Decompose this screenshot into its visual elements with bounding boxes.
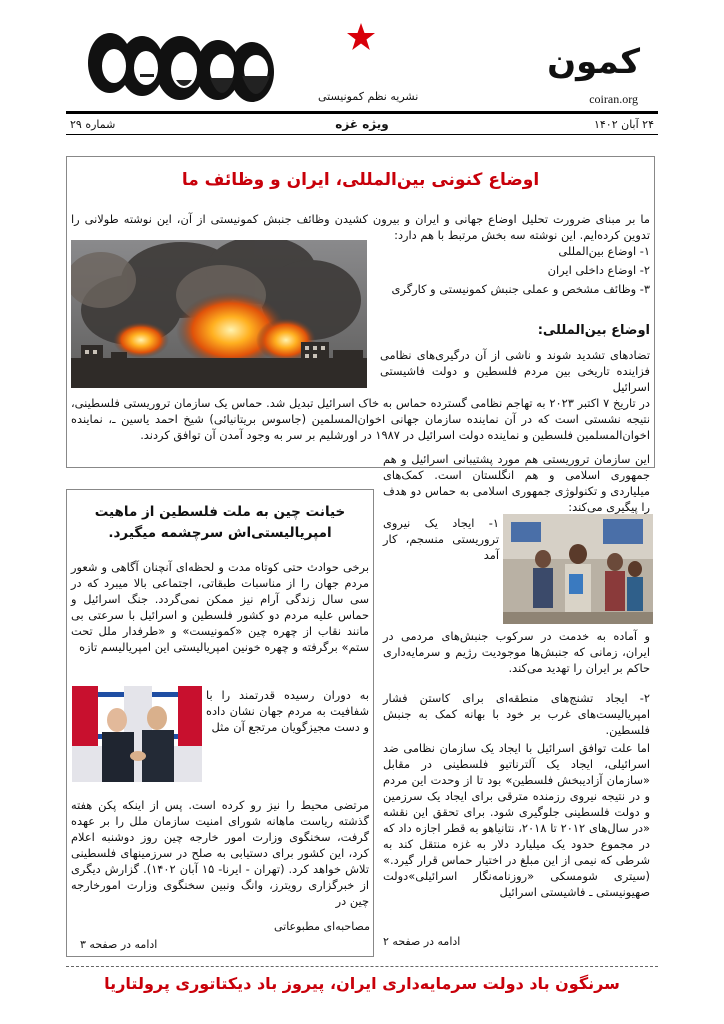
fleeing-children-photo xyxy=(503,514,653,624)
issue-bar-rule xyxy=(66,134,658,135)
newspaper-subtitle: نشریه نظم کمونیستی xyxy=(318,90,419,103)
main-article-intro: ما بر مبنای ضرورت تحلیل اوضاع جهانی و ایران و بیرون کشیدن وظائف جنبش کمونیستی از آن، این نوشته طولانی را تدوین کرده‌ایم. این نوشته سه بخش مرتبط با هم دارد: xyxy=(71,212,650,242)
website-url[interactable]: coiran.org xyxy=(589,92,638,106)
continued-on-page-link[interactable]: ادامه در صفحه ۳ xyxy=(80,938,158,951)
article-paragraph: و آماده به خدمت در سرکوب جنبش‌های مردمی در ایران، زمانی که جنبش‌ها موجودیت رژیم و سرمایه‌داری حاکم بر ایران را تهدید می‌کند. xyxy=(383,629,650,675)
masthead-rule xyxy=(66,111,658,114)
main-article-title: اوضاع کنونی بین‌المللی، ایران و وظائف ما xyxy=(181,170,540,190)
footer-rule xyxy=(66,966,658,967)
side-article-paragraph: برخی حوادث حتی کوتاه مدت و لحظه‌ای آنچنان آگاهی و شعور مردم جهان را از مناسبات طبقاتی، اجتماعی بالا میبرد که در سی سال زندگی آرام نیز ممکن نمی‌گردد. جنگ اسرائیل و حماس علیه مردم دو کشور فلسطین و اسرائیل با سرعتی بی مانند نقاب از چهره چین «کمونیست» و «طرفدار ملل تحت ستم» برگرفته و چهره خونین امپریالیستی این امپریالیسم تازه xyxy=(71,560,369,654)
continued-on-page-link[interactable]: ادامه در صفحه ۲ xyxy=(383,935,461,948)
article-paragraph: اما علت توافق اسرائیل با ایجاد یک سازمان نظامی ضد اسرائیلی، ایجاد یک آلترناتیو فلسطینی در مقابل «سازمان آزادیبخش فلسطین» بود تا از وحدت این مردم و در نتیجه نیروی رزمنده مترقی برای ایجاد یک سرزمین و دولت فلسطینی جلوگیری شود. برای تحقق این نقشه «در سال‌های ۲۰۱۲ تا ۲۰۱۸، نتانیاهو به قطر اجازه داد که در مجموع حدود یک میلیارد دلار به غزه منتقل کند به شرطی که نیمی از این مبلغ در اختیار حماس قرار گیرد.» (سیتری شومسکی «روزنامه‌نگار اسرائیلی»دولت صهیونیستی ـ فاشیستی اسرائیل xyxy=(383,741,650,899)
side-article-last-line: مصاحبه‌ای مطبوعاتی xyxy=(273,920,370,933)
portraits-illustration xyxy=(80,18,280,118)
issue-number: شماره ۲۹ xyxy=(70,118,116,131)
section-paragraph: در تاریخ ۷ اکتبر ۲۰۲۳ به تهاجم نظامی گسترده حماس به خاک اسرائیل تبدیل شد. حماس یک سازمان تروریستی فلسطینی، نتیجه نشستی است که در آن نماینده سازمان جهانی اخوان‌المسلمین (جاسوس بریتانیائی) شیخ احمد یاسین ـ، نماینده اخوان‌المسلمین فلسطین و نماینده دولت اسرائیل در ۱۹۸۷ در اورشلیم بر سر به وجود آمدن آن توافق کردند. xyxy=(71,396,650,442)
outline-item: ۳- وظائف مشخص و عملی جنبش کمونیستی و کارگری xyxy=(391,282,650,296)
outline-item: ۱- اوضاع بین‌المللی xyxy=(558,244,650,258)
side-article-paragraph: به دوران رسیده قدرتمند را با شفافیت به مردم جهان نشان داده و دست مجیزگویان مرتجع آن مثل xyxy=(206,688,369,734)
newspaper-title: کمون xyxy=(547,42,640,82)
main-article-outline xyxy=(380,243,650,300)
leaders-handshake-photo xyxy=(72,686,202,782)
footer-slogan: سرنگون باد دولت سرمایه‌داری ایران، پیروز باد دیکتاتوری پرولتاریا xyxy=(104,974,620,993)
issue-info-bar xyxy=(66,117,658,133)
section-paragraph: تضادهای تشدید شوند و ناشی از آن درگیری‌های نظامی فزاینده تاریخی بین مردم فلسطین و دولت فاشیستی اسرائیل xyxy=(380,348,650,394)
outline-item: ۲- اوضاع داخلی ایران xyxy=(547,263,650,277)
article-paragraph: ۱- ایجاد یک نیروی تروریستی منسجم، کار آمد xyxy=(383,516,499,562)
side-article-title: خیانت چین به ملت فلسطین از ماهیت امپریالیستی‌اش سرچشمه میگیرد. xyxy=(94,504,346,541)
red-star-icon xyxy=(346,22,376,52)
special-issue-label: ویژه غزه xyxy=(335,117,389,131)
section-heading-international: اوضاع بین‌المللی: xyxy=(537,323,650,338)
gaza-bombing-photo xyxy=(71,240,367,388)
article-paragraph: این سازمان تروریستی هم مورد پشتیبانی اسرائیل و هم جمهوری اسلامی و هم انگلستان است. کمک‌های میلیاردی و تکنولوژی جمهوری اسلامی به حماس دو هدف را پیگیری می‌کند: xyxy=(383,452,650,514)
side-article-paragraph: مرتضی محیط را نیز رو کرده است. پس از اینکه پکن هفته گذشته ریاست ماهانه شورای امنیت سازمان ملل را بر عهده گرفت، سخنگوی وزارت امور خارجه چین روز دوشنبه اعلام کرد، این کشور برای دستیابی به صلح در سرزمینهای فلسطینی تلاش خواهد کرد. (تهران - ایرنا- ۱۵ آبان ۱۴۰۲). گزارش دیگری از خبرگزاری رویترز، وانگ ونبین سخنگوی وزارت امورخارجه چین در xyxy=(71,798,370,908)
issue-date: ۲۴ آبان ۱۴۰۲ xyxy=(593,118,654,131)
article-paragraph: ۲- ایجاد تشنج‌های منطقه‌ای برای کاستن فشار امپریالیست‌های غرب بر خود با بهانه کمک به جنبش فلسطین. xyxy=(383,691,650,737)
